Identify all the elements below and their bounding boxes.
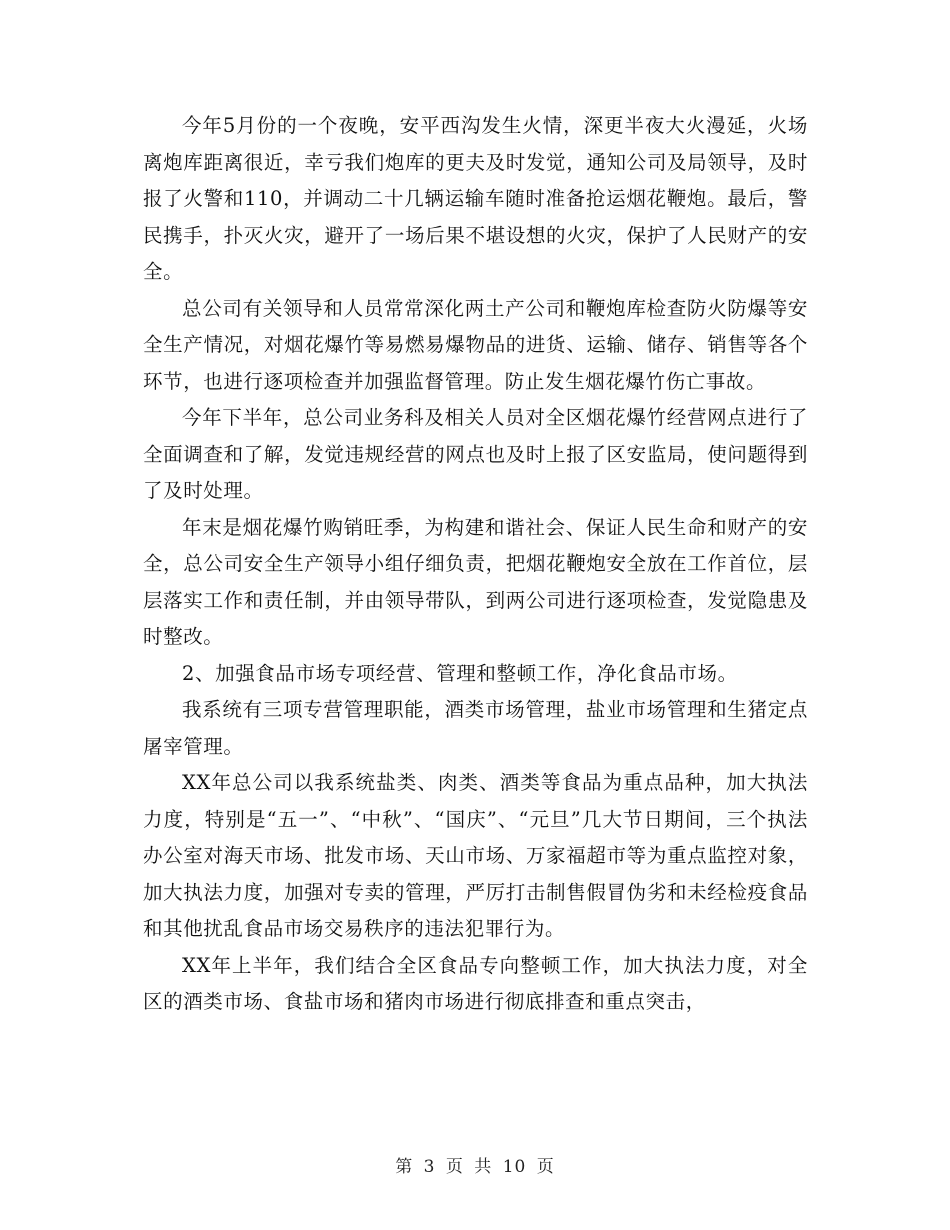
paragraph: 我系统有三项专营管理职能，酒类市场管理，盐业市场管理和生猪定点屠宰管理。: [143, 698, 808, 758]
paragraph: XX年总公司以我系统盐类、肉类、酒类等食品为重点品种，加大执法力度，特别是“五一”、“中秋”、“国庆”、“元旦”几大节日期间，三个执法办公室对海天市场、批发市场、天山市场、万家福超市等为重点监控对象，加大执法力度，加强对专卖的管理，严厉打击制售假冒伪劣和未经检疫食品和其他扰乱食品市场交易秩序的违法犯罪行为。: [143, 771, 808, 940]
document-body: [143, 108, 808, 1021]
paragraph: 总公司有关领导和人员常常深化两土产公司和鞭炮库检查防火防爆等安全生产情况，对烟花爆竹等易燃易爆物品的进货、运输、储存、销售等各个环节，也进行逐项检查并加强监督管理。防止发生烟花爆竹伤亡事故。: [143, 296, 808, 393]
paragraph: 今年下半年，总公司业务科及相关人员对全区烟花爆竹经营网点进行了全面调查和了解，发觉违规经营的网点也及时上报了区安监局，使问题得到了及时处理。: [143, 406, 808, 502]
paragraph: 今年5月份的一个夜晚，安平西沟发生火情，深更半夜大火漫延，火场离炮库距离很近，幸亏我们炮库的更夫及时发觉，通知公司及局领导，及时报了火警和110，并调动二十几辆运输车随时准备抢运烟花鞭炮。最后，警民携手，扑灭火灾，避开了一场后果不堪设想的火灾，保护了人民财产的安全。: [143, 114, 808, 283]
page-number-footer: 第 3 页 共 10 页: [395, 1157, 555, 1177]
section-heading: 2、加强食品市场专项经营、管理和整顿工作，净化食品市场。: [182, 661, 738, 685]
paragraph: XX年上半年，我们结合全区食品专向整顿工作，加大执法力度，对全区的酒类市场、食盐市场和猪肉市场进行彻底排查和重点突击，: [143, 953, 808, 1013]
paragraph: 年末是烟花爆竹购销旺季，为构建和谐社会、保证人民生命和财产的安全，总公司安全生产领导小组仔细负责，把烟花鞭炮安全放在工作首位，层层落实工作和责任制，并由领导带队，到两公司进行逐项检查，发觉隐患及时整改。: [143, 515, 808, 648]
